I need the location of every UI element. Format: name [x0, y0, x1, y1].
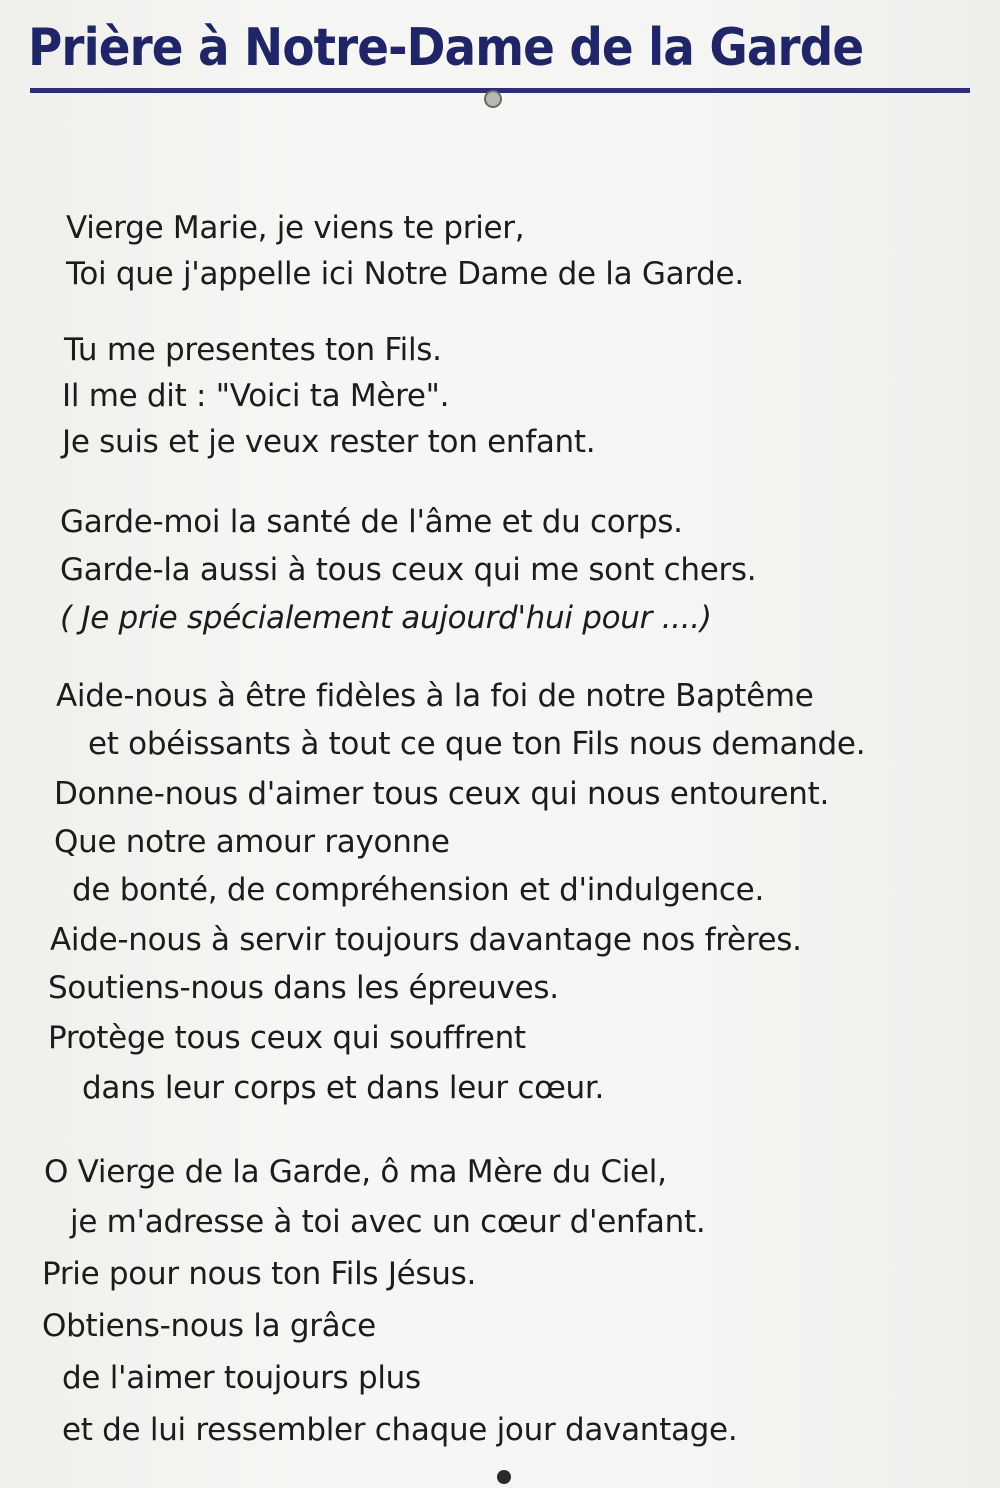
stanza-3-line-3: ( Je prie spécialement aujourd'hui pour ....)	[60, 600, 712, 636]
stanza-4-line-1: Aide-nous à être fidèles à la foi de notre Baptême	[56, 678, 814, 714]
page-title: Prière à Notre-Dame de la Garde	[28, 18, 864, 78]
stanza-4-line-7: Soutiens-nous dans les épreuves.	[48, 970, 559, 1006]
stanza-4-line-8: Protège tous ceux qui souffrent	[48, 1020, 526, 1056]
stanza-5-line-5: de l'aimer toujours plus	[62, 1360, 421, 1396]
stanza-5-line-3: Prie pour nous ton Fils Jésus.	[42, 1256, 477, 1292]
stanza-5-line-6: et de lui ressembler chaque jour davantage.	[62, 1412, 738, 1448]
stanza-5-line-1: O Vierge de la Garde, ô ma Mère du Ciel,	[44, 1154, 667, 1190]
stanza-1-line-2: Toi que j'appelle ici Notre Dame de la Garde.	[66, 256, 744, 292]
stanza-4-line-6: Aide-nous à servir toujours davantage nos frères.	[50, 922, 802, 958]
stanza-5-line-4: Obtiens-nous la grâce	[42, 1308, 376, 1344]
bottom-pin-icon	[497, 1470, 511, 1484]
stanza-5-line-2: je m'adresse à toi avec un cœur d'enfant.	[70, 1204, 706, 1240]
stanza-2-line-2: Il me dit : "Voici ta Mère".	[62, 378, 450, 414]
stanza-3-line-1: Garde-moi la santé de l'âme et du corps.	[60, 504, 683, 540]
stanza-2-line-1: Tu me presentes ton Fils.	[64, 332, 442, 368]
stanza-4-line-9: dans leur corps et dans leur cœur.	[82, 1070, 604, 1106]
stanza-4-line-3: Donne-nous d'aimer tous ceux qui nous entourent.	[54, 776, 830, 812]
top-pin-icon	[484, 90, 502, 108]
stanza-4-line-2: et obéissants à tout ce que ton Fils nous demande.	[88, 726, 866, 762]
stanza-4-line-4: Que notre amour rayonne	[54, 824, 450, 860]
stanza-4-line-5: de bonté, de compréhension et d'indulgence.	[72, 872, 765, 908]
stanza-3-line-2: Garde-la aussi à tous ceux qui me sont chers.	[60, 552, 757, 588]
stanza-2-line-3: Je suis et je veux rester ton enfant.	[62, 424, 596, 460]
title-underline	[30, 88, 970, 93]
stanza-1-line-1: Vierge Marie, je viens te prier,	[66, 210, 525, 246]
